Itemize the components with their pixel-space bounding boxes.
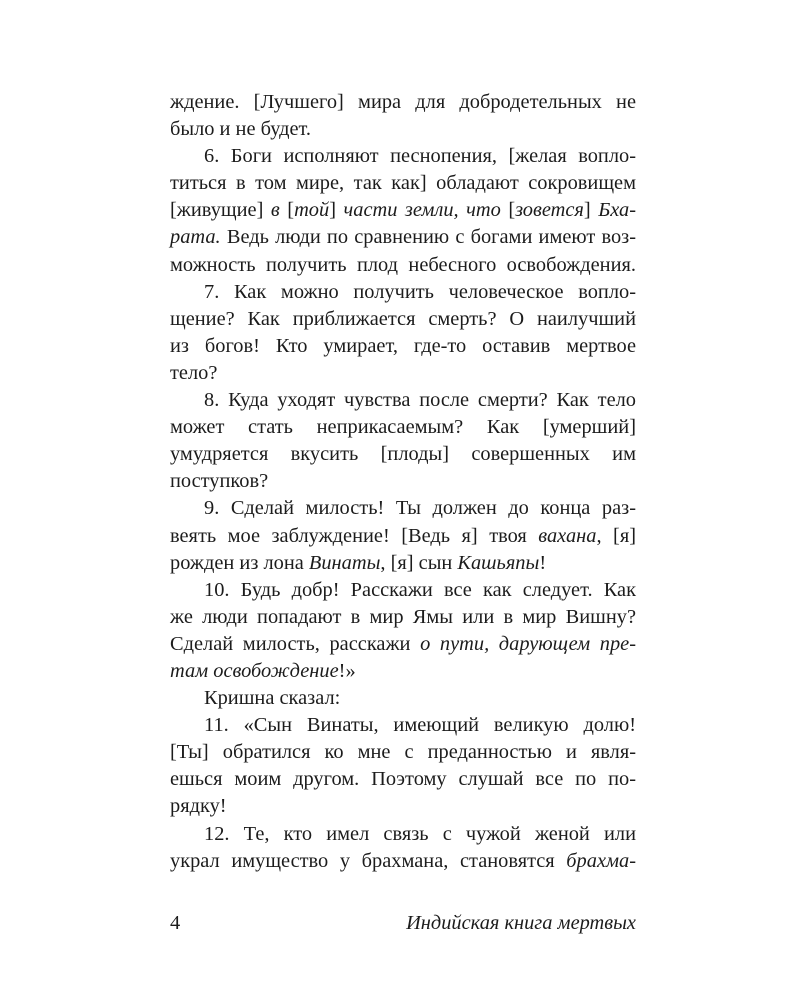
text-line: можность получить плод небесного освобождения. xyxy=(170,253,636,276)
text-line: тело? xyxy=(170,361,218,384)
text-line: Сделай милость, расскажи о пути, дарующем пре- xyxy=(170,632,636,655)
text-line: веять мое заблуждение! [Ведь я] твоя вахана, [я] xyxy=(170,524,637,547)
text-line: титься в том мире, так как] обладают сокровищем xyxy=(170,172,636,195)
verse-7-start: 7. Как можно получить человеческое вопло- xyxy=(204,280,636,303)
text-line: может стать неприкасаемым? Как [умерший] xyxy=(170,416,636,439)
text-line: щение? Как приближается смерть? О наилучший xyxy=(170,307,636,330)
text-line: украл имущество у брахмана, становятся брахма- xyxy=(170,849,636,872)
text-line: там освобождение!» xyxy=(170,659,356,682)
text-line: [Ты] обратился ко мне с преданностью и явля- xyxy=(170,741,636,764)
speaker-line: Кришна сказал: xyxy=(204,687,341,710)
text-line: было и не будет. xyxy=(170,118,312,141)
verse-11-start: 11. «Сын Винаты, имеющий великую долю! xyxy=(204,714,636,737)
page-number: 4 xyxy=(170,912,181,934)
page-footer xyxy=(170,909,636,937)
verse-6-start: 6. Боги исполняют песнопения, [желая вопло- xyxy=(204,145,636,168)
verse-10-start: 10. Будь добр! Расскажи все как следует. Как xyxy=(204,578,636,601)
text-line: рожден из лона Винаты, [я] сын Кашьяпы! xyxy=(170,551,547,574)
text-line: из богов! Кто умирает, где-то оставив мертвое xyxy=(170,334,636,357)
running-title: Индийская книга мертвых xyxy=(406,912,636,934)
book-page-text xyxy=(170,89,636,875)
text-line: рата. Ведь люди по сравнению с богами имеют воз- xyxy=(170,226,636,249)
text-line: ешься моим другом. Поэтому слушай все по по- xyxy=(170,768,636,791)
text-line: же люди попадают в мир Ямы или в мир Вишну? xyxy=(170,605,636,628)
verse-8-start: 8. Куда уходят чувства после смерти? Как тело xyxy=(204,389,636,412)
text-line: ждение. [Лучшего] мира для добродетельных не xyxy=(170,91,636,113)
text-line: поступков? xyxy=(170,470,269,493)
text-line: рядку! xyxy=(170,795,227,818)
text-line: [живущие] в [той] части земли, что [зовется] Бха- xyxy=(170,199,636,222)
verse-12-start: 12. Те, кто имел связь с чужой женой или xyxy=(204,822,636,845)
verse-9-start: 9. Сделай милость! Ты должен до конца раз- xyxy=(204,497,636,520)
text-line: умудряется вкусить [плоды] совершенных им xyxy=(170,443,636,466)
